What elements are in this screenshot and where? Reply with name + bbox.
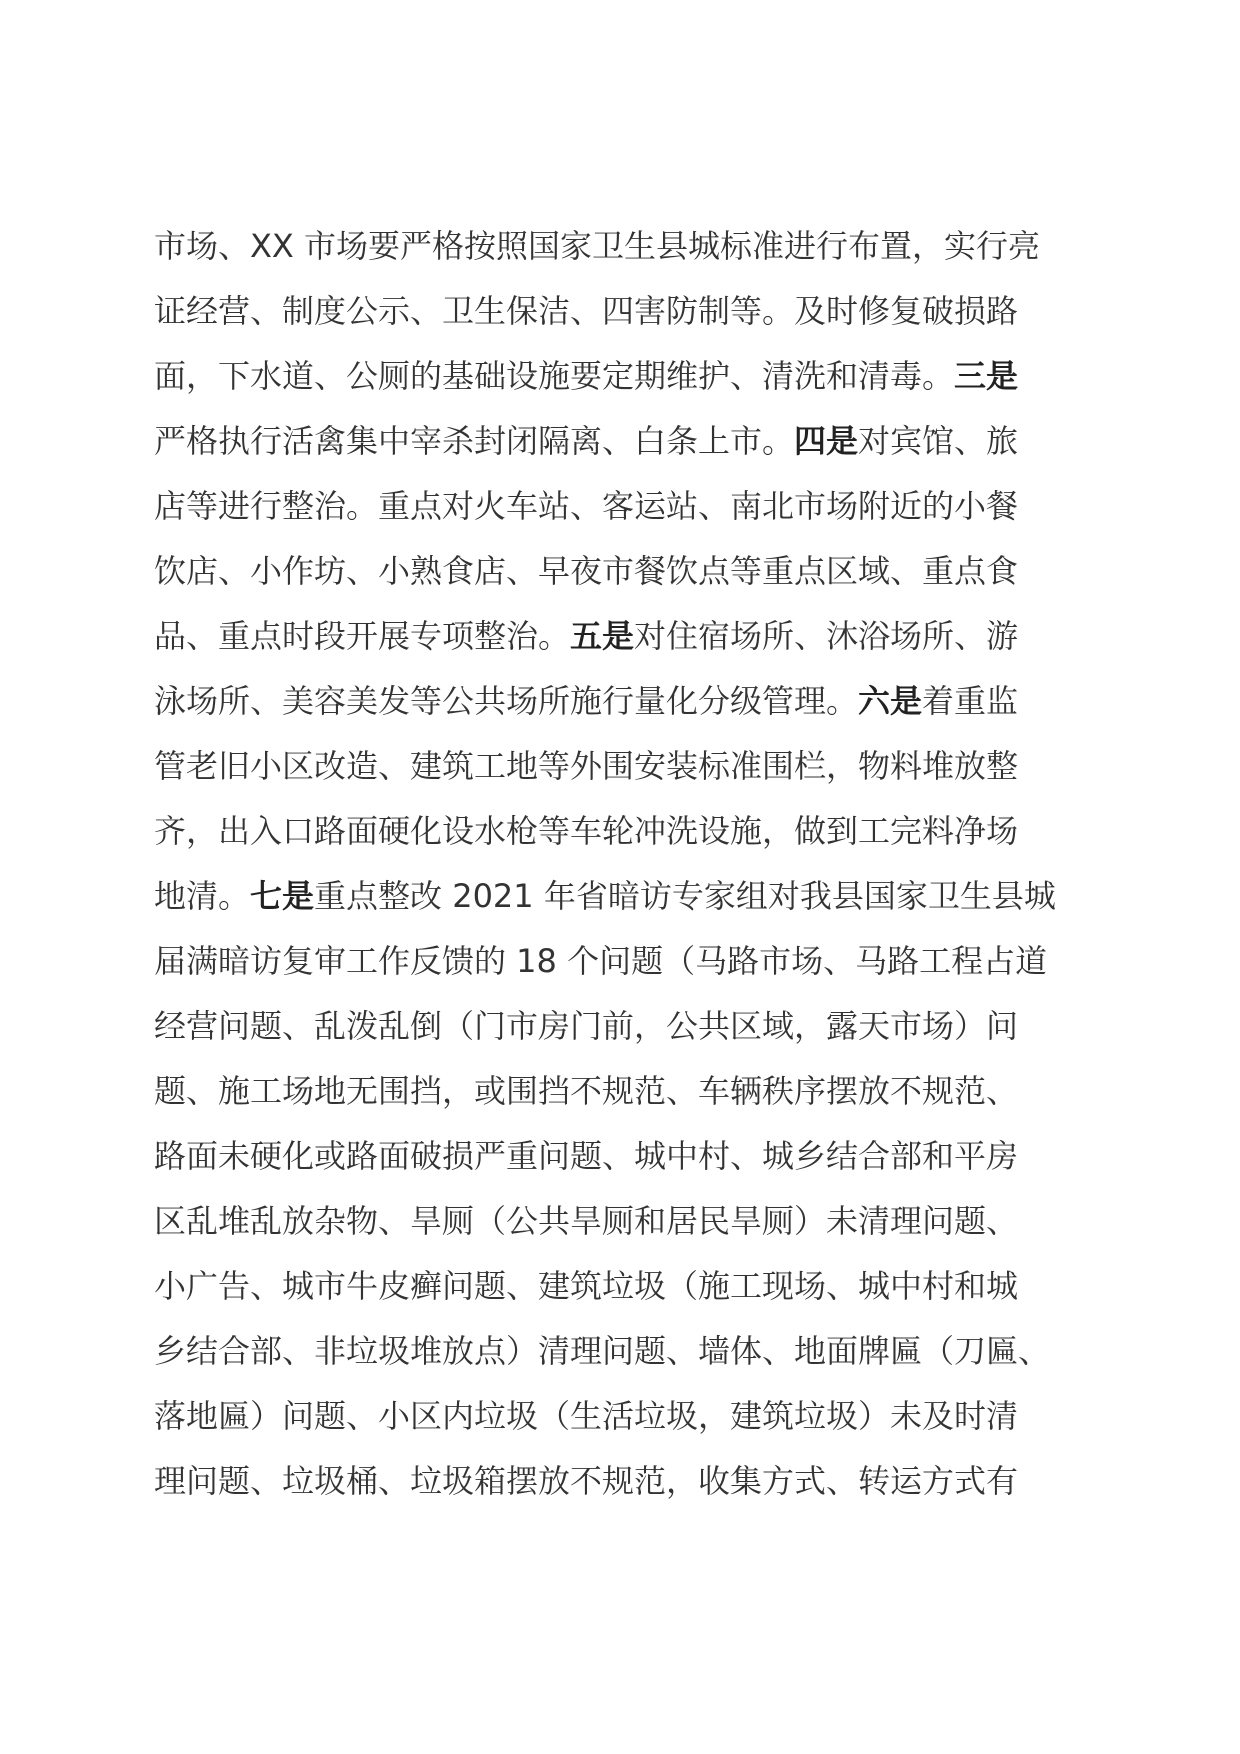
text-line bbox=[154, 799, 1094, 864]
text-line bbox=[154, 474, 1094, 539]
text-line bbox=[154, 1124, 1094, 1189]
text-segment: 管老旧小区改造、建筑工地等外围安装标准围栏，物料堆放整 bbox=[154, 747, 1019, 785]
text-segment: 地清。 bbox=[154, 877, 251, 915]
text-segment: 区乱堆乱放杂物、旱厕（公共旱厕和居民旱厕）未清理问题、 bbox=[154, 1202, 1019, 1240]
text-line bbox=[154, 1254, 1094, 1319]
text-segment: 店等进行整治。重点对火车站、客运站、南北市场附近的小餐 bbox=[154, 487, 1019, 525]
bold-ordinal-marker: 四是 bbox=[794, 422, 859, 460]
text-line bbox=[154, 344, 1094, 409]
text-line bbox=[154, 214, 1094, 279]
text-line bbox=[154, 539, 1094, 604]
text-line bbox=[154, 1319, 1094, 1384]
text-segment: 对宾馆、旅 bbox=[858, 422, 1019, 460]
text-segment: 重点整改 2021 年省暗访专家组对我县国家卫生县城 bbox=[314, 877, 1056, 915]
text-segment: 品、重点时段开展专项整治。 bbox=[154, 617, 571, 655]
text-segment: 路面未硬化或路面破损严重问题、城中村、城乡结合部和平房 bbox=[154, 1137, 1019, 1175]
text-segment: 严格执行活禽集中宰杀封闭隔离、白条上市。 bbox=[154, 422, 795, 460]
text-line bbox=[154, 994, 1094, 1059]
text-segment: 齐，出入口路面硬化设水枪等车轮冲洗设施，做到工完料净场 bbox=[154, 812, 1019, 850]
bold-ordinal-marker: 五是 bbox=[570, 617, 635, 655]
text-line bbox=[154, 1449, 1094, 1514]
text-segment: 题、施工场地无围挡，或围挡不规范、车辆秩序摆放不规范、 bbox=[154, 1072, 1019, 1110]
bold-ordinal-marker: 六是 bbox=[858, 682, 923, 720]
text-segment: 面，下水道、公厕的基础设施要定期维护、清洗和清毒。 bbox=[154, 357, 955, 395]
text-segment: 乡结合部、非垃圾堆放点）清理问题、墙体、地面牌匾（刀匾、 bbox=[154, 1332, 1051, 1370]
text-segment: 着重监 bbox=[922, 682, 1019, 720]
bold-ordinal-marker: 七是 bbox=[250, 877, 315, 915]
text-segment: 饮店、小作坊、小熟食店、早夜市餐饮点等重点区域、重点食 bbox=[154, 552, 1019, 590]
text-line bbox=[154, 1059, 1094, 1124]
text-segment: 理问题、垃圾桶、垃圾箱摆放不规范，收集方式、转运方式有 bbox=[154, 1462, 1019, 1500]
text-line bbox=[154, 864, 1094, 929]
text-line bbox=[154, 279, 1094, 344]
text-line bbox=[154, 1384, 1094, 1449]
text-segment: 市场、XX 市场要严格按照国家卫生县城标准进行布置，实行亮 bbox=[154, 227, 1041, 265]
text-line bbox=[154, 669, 1094, 734]
text-segment: 对住宿场所、沐浴场所、游 bbox=[634, 617, 1019, 655]
text-segment: 小广告、城市牛皮癣问题、建筑垃圾（施工现场、城中村和城 bbox=[154, 1267, 1019, 1305]
text-line bbox=[154, 604, 1094, 669]
text-segment: 经营问题、乱泼乱倒（门市房门前，公共区域，露天市场）问 bbox=[154, 1007, 1019, 1045]
text-line bbox=[154, 1189, 1094, 1254]
bold-ordinal-marker: 三是 bbox=[954, 357, 1019, 395]
body-text bbox=[154, 214, 1094, 1514]
text-segment: 落地匾）问题、小区内垃圾（生活垃圾，建筑垃圾）未及时清 bbox=[154, 1397, 1019, 1435]
text-line bbox=[154, 734, 1094, 799]
text-segment: 泳场所、美容美发等公共场所施行量化分级管理。 bbox=[154, 682, 859, 720]
text-line bbox=[154, 409, 1094, 474]
text-segment: 届满暗访复审工作反馈的 18 个问题（马路市场、马路工程占道 bbox=[154, 942, 1048, 980]
text-segment: 证经营、制度公示、卫生保洁、四害防制等。及时修复破损路 bbox=[154, 292, 1019, 330]
text-line bbox=[154, 929, 1094, 994]
